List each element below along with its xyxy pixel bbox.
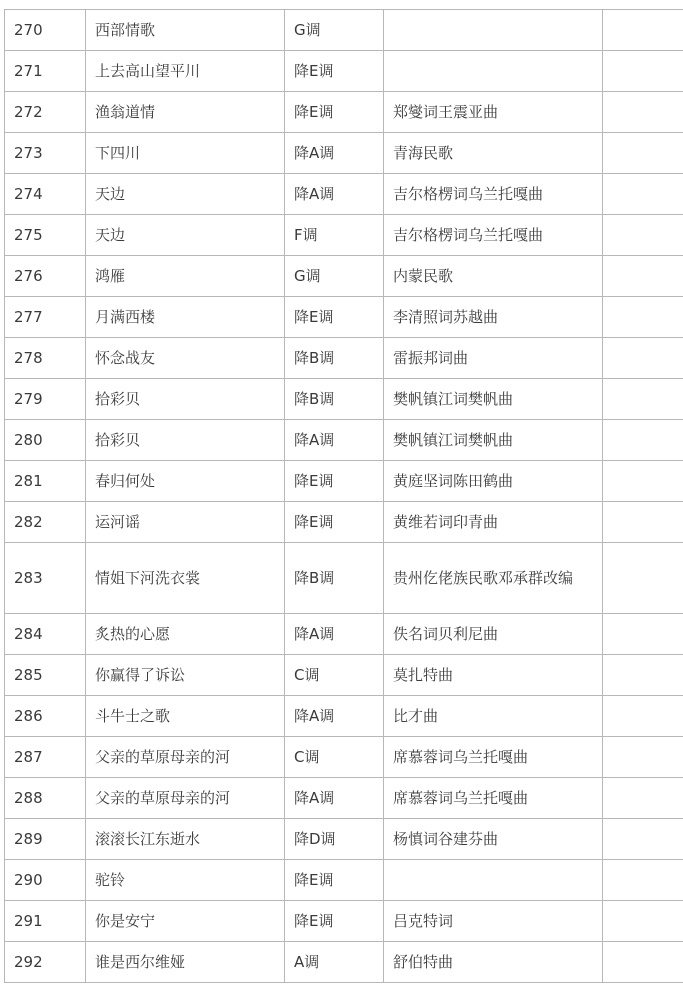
song-number: 276 xyxy=(5,256,86,297)
table-row xyxy=(5,92,683,133)
table-row xyxy=(5,215,683,256)
song-key: 降A调 xyxy=(285,696,384,737)
song-number: 284 xyxy=(5,614,86,655)
song-number: 286 xyxy=(5,696,86,737)
empty-cell xyxy=(603,174,683,215)
song-credit xyxy=(384,860,603,901)
song-table-body xyxy=(5,10,683,983)
empty-cell xyxy=(603,696,683,737)
song-credit: 青海民歌 xyxy=(384,133,603,174)
song-number: 279 xyxy=(5,379,86,420)
empty-cell xyxy=(603,901,683,942)
song-number: 285 xyxy=(5,655,86,696)
song-number: 270 xyxy=(5,10,86,51)
empty-cell xyxy=(603,543,683,614)
table-row xyxy=(5,10,683,51)
song-number: 280 xyxy=(5,420,86,461)
table-row xyxy=(5,338,683,379)
table-row xyxy=(5,420,683,461)
empty-cell xyxy=(603,778,683,819)
table-row xyxy=(5,614,683,655)
song-title: 拾彩贝 xyxy=(86,420,285,461)
table-row xyxy=(5,942,683,983)
song-title: 渔翁道情 xyxy=(86,92,285,133)
song-title: 运河谣 xyxy=(86,502,285,543)
song-number: 273 xyxy=(5,133,86,174)
table-row xyxy=(5,51,683,92)
song-title: 上去高山望平川 xyxy=(86,51,285,92)
empty-cell xyxy=(603,819,683,860)
empty-cell xyxy=(603,51,683,92)
empty-cell xyxy=(603,420,683,461)
song-credit: 黄维若词印青曲 xyxy=(384,502,603,543)
song-credit: 贵州仡佬族民歌邓承群改编 xyxy=(384,543,603,614)
song-number: 271 xyxy=(5,51,86,92)
empty-cell xyxy=(603,461,683,502)
song-key: 降A调 xyxy=(285,174,384,215)
song-key: 降E调 xyxy=(285,860,384,901)
song-key: A调 xyxy=(285,942,384,983)
song-title: 天边 xyxy=(86,215,285,256)
song-number: 283 xyxy=(5,543,86,614)
song-credit: 郑燮词王震亚曲 xyxy=(384,92,603,133)
song-title: 你赢得了诉讼 xyxy=(86,655,285,696)
song-title: 天边 xyxy=(86,174,285,215)
song-title: 父亲的草原母亲的河 xyxy=(86,778,285,819)
song-number: 272 xyxy=(5,92,86,133)
song-title: 春归何处 xyxy=(86,461,285,502)
table-row xyxy=(5,655,683,696)
song-key: 降A调 xyxy=(285,778,384,819)
song-key: 降B调 xyxy=(285,379,384,420)
song-key: 降E调 xyxy=(285,51,384,92)
song-credit: 吉尔格楞词乌兰托嘎曲 xyxy=(384,215,603,256)
song-number: 282 xyxy=(5,502,86,543)
song-key: C调 xyxy=(285,655,384,696)
song-credit: 莫扎特曲 xyxy=(384,655,603,696)
song-credit: 吉尔格楞词乌兰托嘎曲 xyxy=(384,174,603,215)
empty-cell xyxy=(603,737,683,778)
song-key: C调 xyxy=(285,737,384,778)
song-number: 287 xyxy=(5,737,86,778)
song-credit xyxy=(384,51,603,92)
table-row xyxy=(5,860,683,901)
song-credit: 比才曲 xyxy=(384,696,603,737)
table-row xyxy=(5,461,683,502)
song-key: 降E调 xyxy=(285,461,384,502)
song-title: 拾彩贝 xyxy=(86,379,285,420)
empty-cell xyxy=(603,256,683,297)
song-title: 谁是西尔维娅 xyxy=(86,942,285,983)
empty-cell xyxy=(603,215,683,256)
song-credit: 杨慎词谷建芬曲 xyxy=(384,819,603,860)
empty-cell xyxy=(603,10,683,51)
empty-cell xyxy=(603,92,683,133)
song-key: 降E调 xyxy=(285,92,384,133)
song-number: 289 xyxy=(5,819,86,860)
song-number: 290 xyxy=(5,860,86,901)
song-title: 你是安宁 xyxy=(86,901,285,942)
song-title: 斗牛士之歌 xyxy=(86,696,285,737)
song-title: 父亲的草原母亲的河 xyxy=(86,737,285,778)
empty-cell xyxy=(603,655,683,696)
table-row xyxy=(5,737,683,778)
song-credit: 雷振邦词曲 xyxy=(384,338,603,379)
song-key: 降D调 xyxy=(285,819,384,860)
song-credit: 舒伯特曲 xyxy=(384,942,603,983)
song-credit: 李清照词苏越曲 xyxy=(384,297,603,338)
song-title: 驼铃 xyxy=(86,860,285,901)
song-title: 炙热的心愿 xyxy=(86,614,285,655)
song-key: 降E调 xyxy=(285,502,384,543)
table-row xyxy=(5,297,683,338)
song-number: 291 xyxy=(5,901,86,942)
song-credit: 席慕蓉词乌兰托嘎曲 xyxy=(384,737,603,778)
song-credit: 内蒙民歌 xyxy=(384,256,603,297)
song-title: 鸿雁 xyxy=(86,256,285,297)
table-row xyxy=(5,256,683,297)
table-row xyxy=(5,696,683,737)
song-credit: 黄庭坚词陈田鹤曲 xyxy=(384,461,603,502)
song-number: 288 xyxy=(5,778,86,819)
song-key: 降B调 xyxy=(285,338,384,379)
song-list-page xyxy=(4,9,679,983)
song-title: 情姐下河洗衣裳 xyxy=(86,543,285,614)
song-credit: 席慕蓉词乌兰托嘎曲 xyxy=(384,778,603,819)
empty-cell xyxy=(603,942,683,983)
table-row xyxy=(5,819,683,860)
table-row xyxy=(5,133,683,174)
song-number: 277 xyxy=(5,297,86,338)
song-table xyxy=(4,9,683,983)
song-credit: 樊帆镇江词樊帆曲 xyxy=(384,379,603,420)
song-title: 西部情歌 xyxy=(86,10,285,51)
song-credit: 吕克特词 xyxy=(384,901,603,942)
table-row xyxy=(5,543,683,614)
song-key: 降A调 xyxy=(285,133,384,174)
empty-cell xyxy=(603,133,683,174)
song-key: 降B调 xyxy=(285,543,384,614)
song-credit: 佚名词贝利尼曲 xyxy=(384,614,603,655)
song-key: 降A调 xyxy=(285,420,384,461)
song-title: 怀念战友 xyxy=(86,338,285,379)
empty-cell xyxy=(603,379,683,420)
song-key: 降E调 xyxy=(285,297,384,338)
song-title: 滚滚长江东逝水 xyxy=(86,819,285,860)
song-number: 274 xyxy=(5,174,86,215)
song-key: 降A调 xyxy=(285,614,384,655)
song-number: 275 xyxy=(5,215,86,256)
table-row xyxy=(5,901,683,942)
song-number: 292 xyxy=(5,942,86,983)
empty-cell xyxy=(603,502,683,543)
song-key: G调 xyxy=(285,10,384,51)
song-title: 月满西楼 xyxy=(86,297,285,338)
table-row xyxy=(5,502,683,543)
song-title: 下四川 xyxy=(86,133,285,174)
table-row xyxy=(5,778,683,819)
song-key: F调 xyxy=(285,215,384,256)
song-key: G调 xyxy=(285,256,384,297)
song-credit xyxy=(384,10,603,51)
song-key: 降E调 xyxy=(285,901,384,942)
table-row xyxy=(5,174,683,215)
song-number: 278 xyxy=(5,338,86,379)
empty-cell xyxy=(603,860,683,901)
empty-cell xyxy=(603,338,683,379)
song-number: 281 xyxy=(5,461,86,502)
empty-cell xyxy=(603,297,683,338)
song-credit: 樊帆镇江词樊帆曲 xyxy=(384,420,603,461)
table-row xyxy=(5,379,683,420)
empty-cell xyxy=(603,614,683,655)
